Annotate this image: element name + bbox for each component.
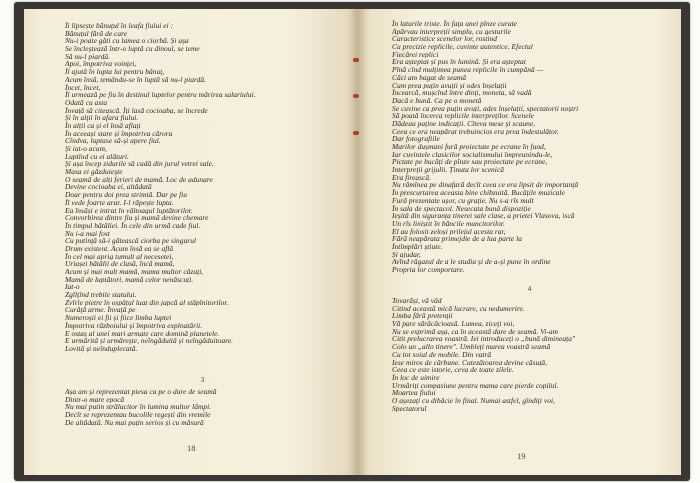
text-line: Convorbirea dintre fiu și mamă devine chemare (65, 214, 209, 222)
text-line: Și așa încep zidurile să cadă din jurul vetrei sale. (65, 160, 214, 169)
text-line: Masa ei găzduiește (65, 168, 123, 176)
text-line: Curăță arme. Învață pe (65, 306, 136, 315)
binding-stitch (353, 94, 359, 98)
text-line: Ieșită din siguranța tinerei sale clase, a prietei Vlasova, iscă (392, 212, 575, 220)
text-line: Zgîlțînd trebile statului. (65, 291, 137, 299)
text-line: Odată cu asta (65, 98, 108, 107)
text-line: Căci am bagat de seamă (392, 73, 467, 82)
left-page-text (65, 22, 340, 353)
text-line: E ostaș al unei mari armate care domină planetele. (65, 329, 220, 338)
text-line: Pînă cînd mulțimea punea replicile în cumpănă — (392, 66, 544, 74)
text-line: Iese miros de cărbune. Cutezătoarea devine căsuță, (392, 358, 548, 367)
text-line: Luptînd cu ei alături. (65, 152, 129, 161)
text-line: Iat-o (65, 283, 80, 292)
text-line: O seamă de alți ferieri de mamă. Loc de adunare (65, 175, 213, 184)
text-line: Era așteptat și pus în lumină. Și era așteptat (392, 58, 526, 67)
text-line: Era firească. (392, 173, 431, 182)
text-line: Încearcă, mușcînd între dinți, moneta, să vadă (392, 89, 532, 97)
text-line: Interpreții grijulii. Ținuta lor scenică (392, 166, 504, 174)
text-line: Colo un „allo tinere". Umbleți marea voastră seamă (392, 343, 551, 351)
text-line: Cu precizie replicile, cuvinte autentice. Efectul (392, 43, 533, 51)
binding-stitch (353, 131, 359, 135)
text-line: Fiecărei replici (392, 50, 439, 59)
text-line: Să nu-l piardă. (65, 52, 111, 61)
text-line: Decît se reprezentau bucolile regești din vremile (65, 411, 211, 419)
text-line: Se încleștează într-o luptă cu dinoul, se teme (65, 45, 200, 53)
text-line: În alții ca și el însă aflați (65, 121, 141, 130)
text-line: Dar fotografiile (392, 135, 440, 143)
text-line: Marilor dușmani fură proiectate pe ecrane în fund, (392, 143, 546, 151)
text-line: Așa am și reprezentat piesa ca pe o dare de seamă (65, 388, 217, 396)
text-line: Zvîrle pietre în ospățul luat din japcă al stăpînitorilor. (65, 298, 229, 307)
text-line: Îl urmează pe fiu în destinul luptelor pentru mărirea salariului. (65, 91, 256, 99)
text-line: Dintr-o mare epocă (65, 395, 125, 404)
text-line: Îl vede foarte arar. I-l răpește lupta. (65, 198, 174, 207)
left-page-lower-text (65, 373, 340, 426)
right-page-lower-text (392, 282, 667, 412)
text-line: Și iat-o acum, (65, 145, 107, 153)
text-line: Numeroșii ei fii și fiice limba luptei (65, 314, 172, 322)
text-line: În timpul bătăliei. În cele din urmă cade fiul. (65, 221, 201, 230)
text-line: Și în alții în afara fiului. (65, 114, 139, 122)
text-line: Moartea fiului (392, 389, 436, 397)
text-line: Nu i-a mai fost (65, 229, 110, 238)
text-line: Citit prelucrarea voastră. Iei introduceți o „bună dimineața" (392, 335, 576, 344)
text-line: O așezați cu dibăcie în final. Numai astfel, gîndiți voi, (392, 396, 555, 405)
text-line: Acum însă, temându-se în luptă să nu-l piardă. (65, 75, 206, 84)
text-line: Ceea ce era neapărat trebuincios era prea îndestulător. (392, 127, 559, 136)
text-line: Nu se exprimă așa, ca în această dare de seamă. Vi-am (392, 327, 559, 336)
binding-stitch (353, 58, 359, 62)
text-line: Un rîs liniștit în băncile muncitorilor. (392, 219, 505, 228)
text-line: Cîndva, luptase să-și apere fiul. (65, 137, 161, 145)
text-line: Urmăriți compasiune pentru mama care pierde copilul. (392, 381, 559, 390)
text-line: Bănuțul fără de care (65, 29, 128, 38)
text-line: Nu rămînea pe dinafară decît ceea ce era lipsit de importanță (392, 181, 579, 190)
text-line: Iar cuvintele clasicilor socialismului împreunindu-le, (392, 150, 553, 159)
text-line: Acum și mai mult mamă, mama multor căzuți, (65, 268, 204, 276)
right-page-number: 19 (517, 451, 526, 461)
text-line: Îi lipsește bănuțul în leafa fiului ei : (65, 22, 174, 30)
text-line: În cel mai aprig tumult al necesetei, (65, 252, 174, 261)
text-line: Tovarăși, vă văd (392, 297, 442, 305)
text-line: Să poată încerca replicile interpreților. Scenele (392, 112, 535, 120)
text-line: Dădeau paține indicații. Cîteva mese și scaune, (392, 119, 536, 128)
text-line: Apărvau interpreții simplu, cu gesturile (392, 27, 511, 36)
text-line: Cu tot soiul de mobile. Din vatră (392, 350, 492, 359)
text-line: În aceeași stare și împotriva cărora (65, 129, 173, 138)
text-line: Întîmplări știute. (392, 242, 443, 251)
text-line: Nu mai putin strălucitor în lumina multor lămpi. (65, 403, 212, 412)
text-line: Dacă e bună. Ca pe o monetă (392, 96, 482, 105)
section-number: 3 (200, 376, 205, 384)
text-line: Fără neapărata primejdie de a lua parte la (392, 235, 522, 243)
text-line: Drum existent. Acum însă ea se află (65, 244, 174, 253)
text-line: Citind această mică lucrare, cu nedumerire. (392, 304, 525, 313)
text-line: Spectatorul (392, 404, 427, 413)
text-line: Îl ajută în lupta lui pentru bănuț, (65, 68, 165, 76)
text-line: Lovită și neînduplecată. (65, 344, 138, 353)
text-line: Apoi, împotriva voinței, (65, 60, 137, 69)
text-line: Se cuvine ca prea puțin avuți, ades înșelații, spectatorii noștri (392, 104, 579, 113)
text-line: Învață să citească. Îți lasă cocioaba, se încrede (65, 106, 208, 115)
text-line: Și ajudar, (392, 250, 421, 259)
text-line: Încet, încet, (65, 83, 101, 92)
text-line: Nu-i poate găti cu lamea o ciorbă. Și așa (65, 37, 189, 46)
text-line: Cum prea puțin avuții și odes înșelații (392, 81, 507, 90)
text-line: Ea însăși e intrat în vâltoagul luptătorilor. (65, 206, 193, 215)
left-page-number: 18 (187, 443, 196, 453)
text-line: Devine cocioaba ei, altădată (65, 183, 152, 192)
text-line: Vă pare sărăcăcioasă. Lumea, ziceți voi, (392, 320, 515, 328)
text-line: Avînd răgazul de a le studia și de a-și pune în ordine (392, 258, 551, 266)
text-line: Pictate pe bucăți de pînze sau proiectate pe ecrane, (392, 158, 548, 167)
text-line: Uriașei bătălii de clasă, încă mamă, (65, 260, 175, 268)
text-line: În prescurtarea aceasta bine chibzuită. Bucățile muzicale (392, 189, 565, 197)
text-line: Doar pentru doi prea strimtă. Dar pe fiu (65, 191, 188, 199)
text-line: Mamă de luptători, mamă celor nenăscuți. (65, 275, 194, 284)
section-number: 4 (527, 285, 532, 293)
text-line: Fură prezentate ușor, cu grație. Nu s-a rîs mult (392, 196, 534, 205)
right-page-text (392, 20, 667, 274)
text-line: Împotriva războiului și împotriva exploatării. (65, 321, 203, 330)
text-line: Limba fără pretenții (392, 312, 453, 321)
text-line: De altădată. Nu mai puțin serios și cu măsură (65, 418, 204, 427)
text-line: Propria lor comportare. (392, 266, 465, 274)
text-line: În sala de spectacol. Nesecata bună dispoziție (392, 204, 531, 213)
text-line: În laturile triste. În fața unei pînze curate (392, 20, 517, 28)
text-line: Cu putință să-i gătească ciorba pe singurul (65, 237, 197, 245)
text-line: Caracteristice scenelor lor, rostind (392, 35, 497, 44)
text-line: El au folosit zeloși prilejul acesta rar, (392, 227, 506, 236)
text-line: În loc de uimire (392, 373, 440, 382)
text-line: Ceea ce este istorie, ceva de toate zilele. (392, 366, 514, 374)
text-line: E urmărită și urmărește, neîngăduită și neîngăduitoare. (65, 337, 234, 345)
